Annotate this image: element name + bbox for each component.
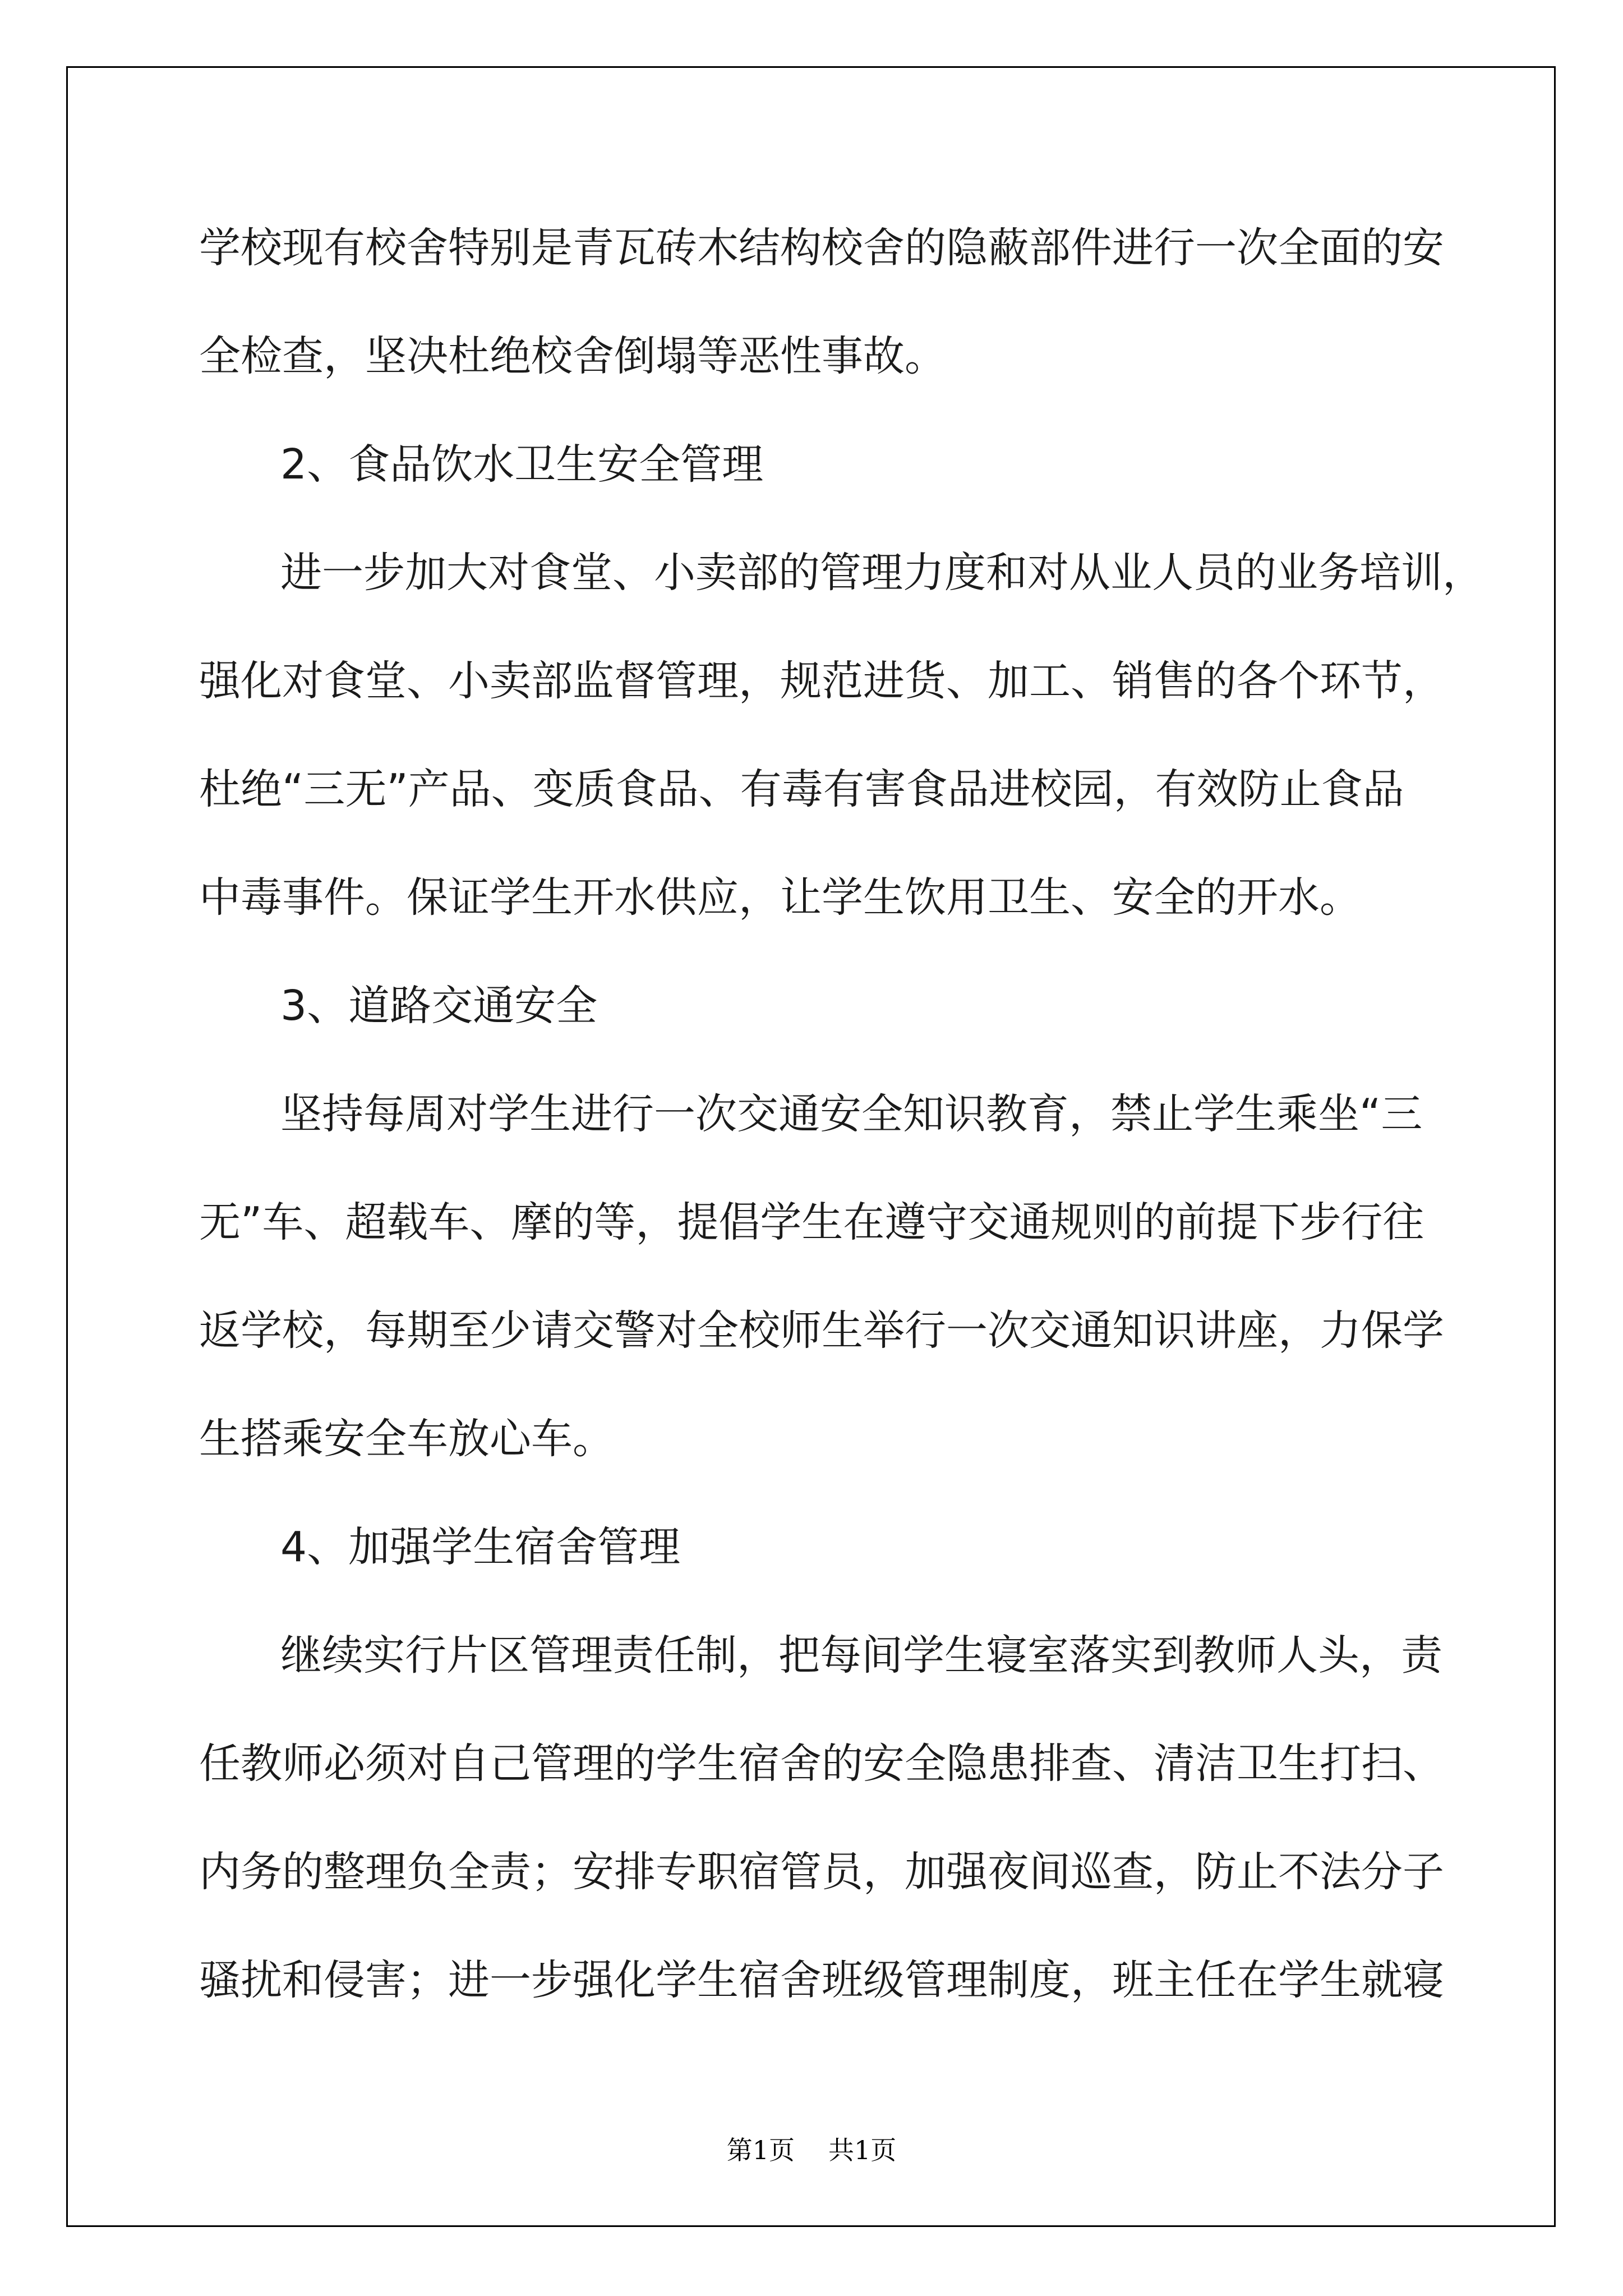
paragraph-line: 生搭乘安全车放心车。	[199, 1415, 614, 1463]
paragraph-line: 任教师必须对自己管理的学生宿舍的安全隐患排查、清洁卫生打扫、	[199, 1740, 1444, 1788]
page-border	[66, 66, 1556, 2227]
paragraph-line: 内务的整理负全责；安排专职宿管员，加强夜间巡查，防止不法分子	[199, 1848, 1444, 1896]
paragraph-line: 强化对食堂、小卖部监督管理，规范进货、加工、销售的各个环节，	[199, 657, 1444, 705]
paragraph-line: 学校现有校舍特别是青瓦砖木结构校舍的隐蔽部件进行一次全面的安	[199, 224, 1444, 272]
section-heading: 2、食品饮水卫生安全管理	[280, 440, 764, 489]
section-heading: 3、道路交通安全	[280, 982, 598, 1030]
paragraph-line: 坚持每周对学生进行一次交通安全知识教育，禁止学生乘坐“三	[280, 1090, 1423, 1138]
paragraph-line: 无”车、超载车、摩的等，提倡学生在遵守交通规则的前提下步行往	[199, 1198, 1424, 1246]
paragraph-line: 中毒事件。保证学生开水供应，让学生饮用卫生、安全的开水。	[199, 873, 1361, 922]
paragraph-line: 继续实行片区管理责任制，把每间学生寝室落实到教师人头，责	[280, 1631, 1442, 1680]
page-total: 共1页	[828, 2135, 897, 2165]
page-footer	[0, 2130, 1623, 2167]
page-number: 第1页	[726, 2135, 795, 2165]
paragraph-line: 骚扰和侵害；进一步强化学生宿舍班级管理制度，班主任在学生就寝	[199, 1956, 1444, 2004]
paragraph-line: 返学校，每期至少请交警对全校师生举行一次交通知识讲座，力保学	[199, 1306, 1444, 1355]
paragraph-line: 全检查，坚决杜绝校舍倒塌等恶性事故。	[199, 332, 946, 380]
section-heading: 4、加强学生宿舍管理	[280, 1523, 681, 1571]
paragraph-line: 杜绝“三无”产品、变质食品、有毒有害食品进校园，有效防止食品	[199, 765, 1404, 813]
paragraph-line: 进一步加大对食堂、小卖部的管理力度和对从业人员的业务培训，	[280, 549, 1484, 597]
